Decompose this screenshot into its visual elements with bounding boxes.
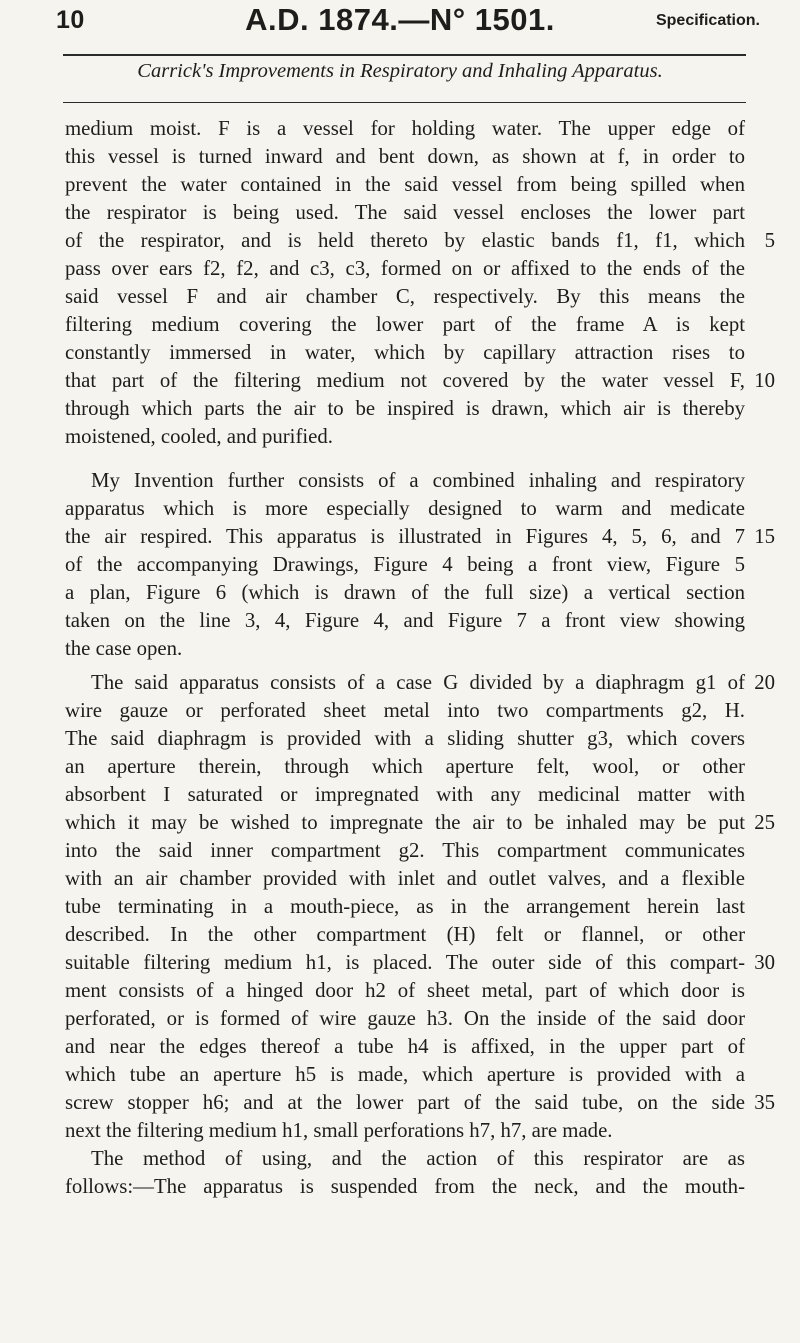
body-text xyxy=(65,115,775,1201)
text-line: tube terminating in a mouth-piece, as in the arrangement herein last xyxy=(65,895,745,918)
page-number: 10 xyxy=(56,6,85,34)
text-line: The said apparatus consists of a case G divided by a diaphragm g1 of 20 xyxy=(65,669,745,697)
text-line: into the said inner compartment g2. This compartment communicates xyxy=(65,839,745,862)
page-header-title: A.D. 1874.—N° 1501. xyxy=(245,2,555,37)
text-line: and near the edges thereof a tube h4 is affixed, in the upper part of xyxy=(65,1035,745,1058)
text-line: filtering medium covering the lower part of the frame A is kept xyxy=(65,313,745,336)
text-line: The said diaphragm is provided with a sliding shutter g3, which covers xyxy=(65,727,745,750)
text-line: prevent the water contained in the said vessel from being spilled when xyxy=(65,173,745,196)
line-number: 30 xyxy=(754,951,775,974)
text-line: absorbent I saturated or impregnated with any medicinal matter with xyxy=(65,783,745,806)
text-line: an aperture therein, through which aperture felt, wool, or other xyxy=(65,755,745,778)
line-number: 10 xyxy=(754,369,775,392)
text-line: of the respirator, and is held thereto by elastic bands f1, f1, which 5 xyxy=(65,227,745,255)
text-line: the respirator is being used. The said vessel encloses the lower part xyxy=(65,201,745,224)
text-line: which tube an aperture h5 is made, which aperture is provided with a xyxy=(65,1063,745,1086)
line-number: 35 xyxy=(754,1091,775,1114)
text-line: next the filtering medium h1, small perforations h7, h7, are made. xyxy=(65,1119,613,1142)
running-subtitle: Carrick's Improvements in Respiratory and Inhaling Apparatus. xyxy=(137,60,663,82)
text-line: a plan, Figure 6 (which is drawn of the full size) a vertical section xyxy=(65,581,745,604)
text-line: taken on the line 3, 4, Figure 4, and Figure 7 a front view showing xyxy=(65,609,745,632)
text-line: follows:—The apparatus is suspended from the neck, and the mouth- xyxy=(65,1175,745,1198)
line-number: 5 xyxy=(764,229,775,252)
text-line: apparatus which is more especially designed to warm and medicate xyxy=(65,497,745,520)
text-line: which it may be wished to impregnate the air to be inhaled may be put 25 xyxy=(65,809,745,837)
text-line: screw stopper h6; and at the lower part of the said tube, on the side 35 xyxy=(65,1089,745,1117)
text-line: that part of the filtering medium not covered by the water vessel F, 10 xyxy=(65,367,745,395)
text-line: medium moist. F is a vessel for holding water. The upper edge of xyxy=(65,117,745,140)
text-line: My Invention further consists of a combined inhaling and respiratory xyxy=(91,469,745,492)
page-header-label: Specification. xyxy=(655,12,760,29)
text-line: wire gauze or perforated sheet metal into two compartments g2, H. xyxy=(65,699,745,722)
text-line: described. In the other compartment (H) felt or flannel, or other xyxy=(65,923,745,946)
text-line: The method of using, and the action of this respirator are as xyxy=(91,1147,745,1170)
text-line: said vessel F and air chamber C, respectively. By this means the xyxy=(65,285,745,308)
text-line: pass over ears f2, f2, and c3, c3, formed on or affixed to the ends of the xyxy=(65,257,745,280)
line-number: 20 xyxy=(754,671,775,694)
text-line: with an air chamber provided with inlet and outlet valves, and a flexible xyxy=(65,867,745,890)
text-line: constantly immersed in water, which by capillary attraction rises to xyxy=(65,341,745,364)
text-line: perforated, or is formed of wire gauze h3. On the inside of the said door xyxy=(65,1007,745,1030)
text-line: this vessel is turned inward and bent down, as shown at f, in order to xyxy=(65,145,745,168)
text-line: the case open. xyxy=(65,637,183,660)
header-rule xyxy=(63,54,746,56)
text-line: the air respired. This apparatus is illustrated in Figures 4, 5, 6, and 7 15 xyxy=(65,523,745,551)
line-number: 15 xyxy=(754,525,775,548)
line-number: 25 xyxy=(754,811,775,834)
text-line: suitable filtering medium h1, is placed. The outer side of this compart- 30 xyxy=(65,949,745,977)
text-line: ment consists of a hinged door h2 of sheet metal, part of which door is xyxy=(65,979,745,1002)
text-line: through which parts the air to be inspired is drawn, which air is thereby xyxy=(65,397,745,420)
text-line: of the accompanying Drawings, Figure 4 being a front view, Figure 5 xyxy=(65,553,745,576)
text-line: moistened, cooled, and purified. xyxy=(65,425,333,448)
subtitle-rule xyxy=(63,102,746,103)
